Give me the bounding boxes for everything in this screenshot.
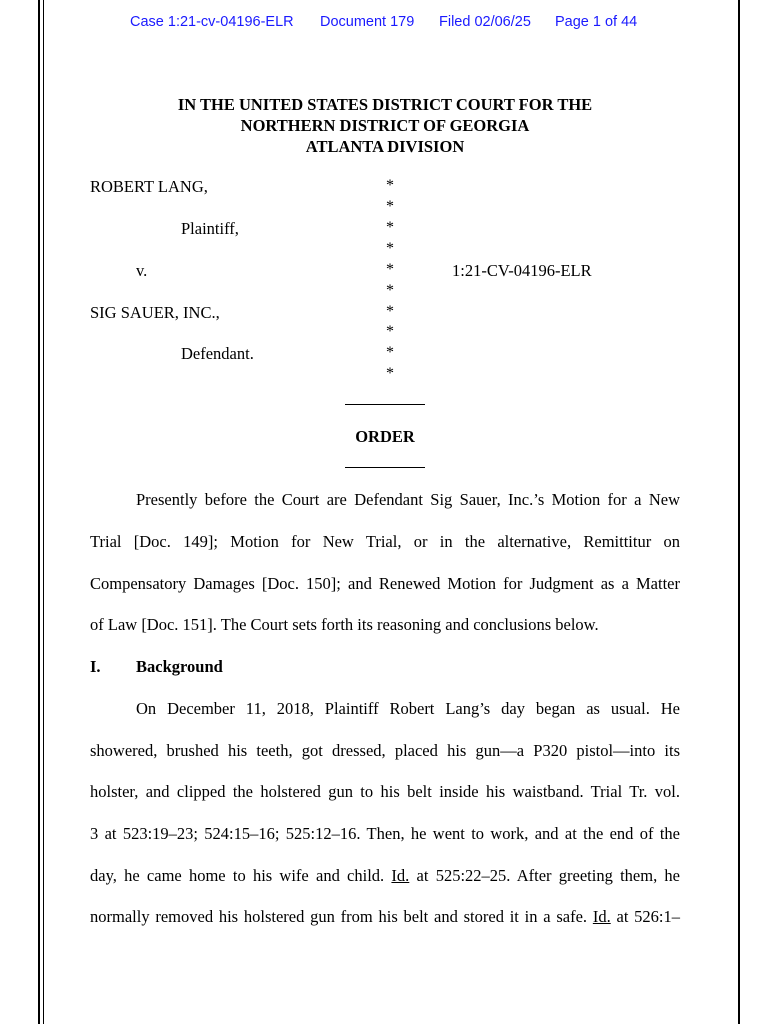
caption-asterisk: * — [386, 344, 394, 361]
citation-id: Id. — [592, 907, 611, 926]
text-segment: normally removed his holstered gun from his belt and stored it in a safe. — [90, 907, 588, 926]
stamp-document: Document 179 — [320, 14, 415, 30]
plaintiff-name: ROBERT LANG, — [90, 177, 208, 196]
court-line-1: IN THE UNITED STATES DISTRICT COURT FOR THE — [177, 95, 593, 114]
paragraph-line: 3 at 523:19–23; 524:15–16; 525:12–16. Then, he went to work, and at the end of the — [90, 824, 680, 843]
stamp-page: Page 1 of 44 — [555, 14, 638, 30]
caption-asterisk: * — [386, 323, 394, 340]
paragraph-line: Compensatory Damages [Doc. 150]; and Renewed Motion for Judgment as a Matter — [90, 574, 680, 593]
court-line-2: NORTHERN DISTRICT OF GEORGIA — [240, 116, 530, 135]
paragraph-line: Presently before the Court are Defendant Sig Sauer, Inc.’s Motion for a New — [136, 490, 680, 509]
paragraph-line: of Law [Doc. 151]. The Court sets forth its reasoning and conclusions below. — [90, 615, 599, 634]
caption-asterisk: * — [386, 303, 394, 320]
paragraph-line — [90, 866, 680, 886]
section-heading — [90, 657, 680, 677]
court-line-3: ATLANTA DIVISION — [305, 137, 465, 156]
stamp-case: Case 1:21-cv-04196-ELR — [130, 14, 294, 30]
case-number: 1:21-CV-04196-ELR — [452, 261, 592, 280]
stamp-filed: Filed 02/06/25 — [439, 14, 531, 30]
caption-asterisk: * — [386, 282, 394, 299]
text-segment: day, he came home to his wife and child. — [90, 866, 385, 885]
order-title: ORDER — [355, 427, 415, 446]
plaintiff-role: Plaintiff, — [181, 219, 239, 238]
section-title: Background — [136, 657, 223, 676]
defendant-name: SIG SAUER, INC., — [90, 303, 220, 322]
section-number: I. — [90, 657, 101, 676]
paragraph-line: Trial [Doc. 149]; Motion for New Trial, or in the alternative, Remittitur on — [90, 532, 680, 551]
caption-asterisk: * — [386, 177, 394, 194]
order-rule-top — [345, 404, 425, 405]
court-heading — [0, 94, 770, 157]
caption-asterisk: * — [386, 365, 394, 382]
text-segment: at 526:1– — [616, 907, 681, 926]
text-segment: at 525:22–25. After greeting them, he — [416, 866, 681, 885]
paragraph-line: On December 11, 2018, Plaintiff Robert Lang’s day began as usual. He — [136, 699, 680, 718]
caption-asterisk: * — [386, 261, 394, 278]
caption-asterisk: * — [386, 219, 394, 236]
citation-id: Id. — [391, 866, 410, 885]
paragraph-line: holster, and clipped the holstered gun to his belt inside his waistband. Trial Tr. vol. — [90, 782, 680, 801]
caption-asterisk: * — [386, 198, 394, 215]
caption-asterisk: * — [386, 240, 394, 257]
paragraph-line: showered, brushed his teeth, got dressed, placed his gun—a P320 pistol—into its — [90, 741, 680, 760]
order-rule-bottom — [345, 467, 425, 468]
defendant-role: Defendant. — [181, 344, 254, 363]
versus: v. — [136, 261, 148, 280]
paragraph-line — [90, 907, 680, 927]
